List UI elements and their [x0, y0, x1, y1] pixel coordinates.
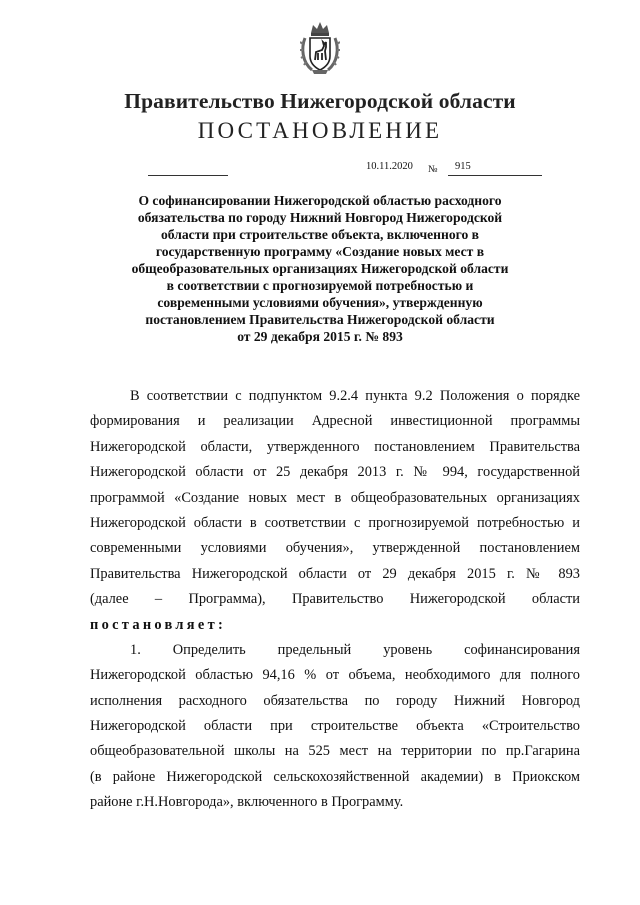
preamble-line: В соответствии с подпунктом 9.2.4 пункта 9.2 Положения о порядке [130, 388, 580, 404]
preamble-line: Правительства Нижегородской области от 29 декабря 2015 г. № 893 [90, 565, 580, 582]
heading-line: в соответствии с прогнозируемой потребностью и [166, 278, 474, 293]
heading-line: О софинансировании Нижегородской областью расходного [138, 193, 502, 208]
item-1-line: (в районе Нижегородской сельскохозяйственной академии) в Приокском [90, 768, 580, 785]
item-1-line: исполнения расходного обязательства по городу Нижний Новгород [90, 692, 580, 709]
document-date: 10.11.2020 [366, 161, 413, 172]
heading-line: обязательства по городу Нижний Новгород Нижегородской [137, 210, 503, 225]
heading-line: постановлением Правительства Нижегородской области [145, 312, 495, 327]
document-heading [100, 192, 540, 345]
heading-line: общеобразовательных организациях Нижегородской области [131, 261, 509, 276]
heading-line: области при строительстве объекта, включенного в [160, 227, 479, 242]
heading-line: современными условиями обучения», утвержденную [157, 295, 483, 310]
preamble-line: современными условиями обучения», утвержденной постановлением [90, 540, 580, 557]
number-underline [448, 175, 542, 176]
item-1-line: общеобразовательной школы на 525 мест на территории по пр.Гагарина [90, 743, 580, 760]
preamble-line: Нижегородской области в соответствии с прогнозируемой потребностью и [90, 514, 580, 531]
signature-line-left [148, 175, 228, 176]
preamble-line: формирования и реализации Адресной инвестиционной программы [90, 413, 580, 430]
preamble-line: Нижегородской области от 25 декабря 2013 г. № 994, государственной [90, 464, 580, 481]
preamble-line: (далее – Программа), Правительство Нижегородской области [90, 591, 580, 608]
preamble-line: программой «Создание новых мест в общеобразовательных организациях [90, 489, 580, 506]
item-1-line: Нижегородской областью 94,16 % от объема, необходимого для полного [90, 667, 580, 684]
preamble-line: Нижегородской области, утвержденного постановлением Правительства [90, 438, 580, 455]
document-type: ПОСТАНОВЛЕНИЕ [197, 118, 443, 143]
document-body [90, 384, 580, 816]
number-sign: № [428, 164, 438, 175]
item-1-line: районе г.Н.Новгорода», включенного в Программу. [90, 794, 404, 811]
government-title: Правительство Нижегородской области [124, 89, 516, 113]
decree-word: постановляет: [90, 616, 227, 633]
item-1-line: Нижегородской области при строительстве объекта «Строительство [90, 718, 580, 735]
item-1-line: 1. Определить предельный уровень софинансирования [130, 641, 580, 658]
document-number: 915 [455, 161, 471, 172]
heading-line: государственную программу «Создание новых мест в [155, 244, 485, 259]
heading-line: от 29 декабря 2015 г. № 893 [237, 329, 403, 344]
coat-of-arms-emblem [300, 20, 340, 76]
